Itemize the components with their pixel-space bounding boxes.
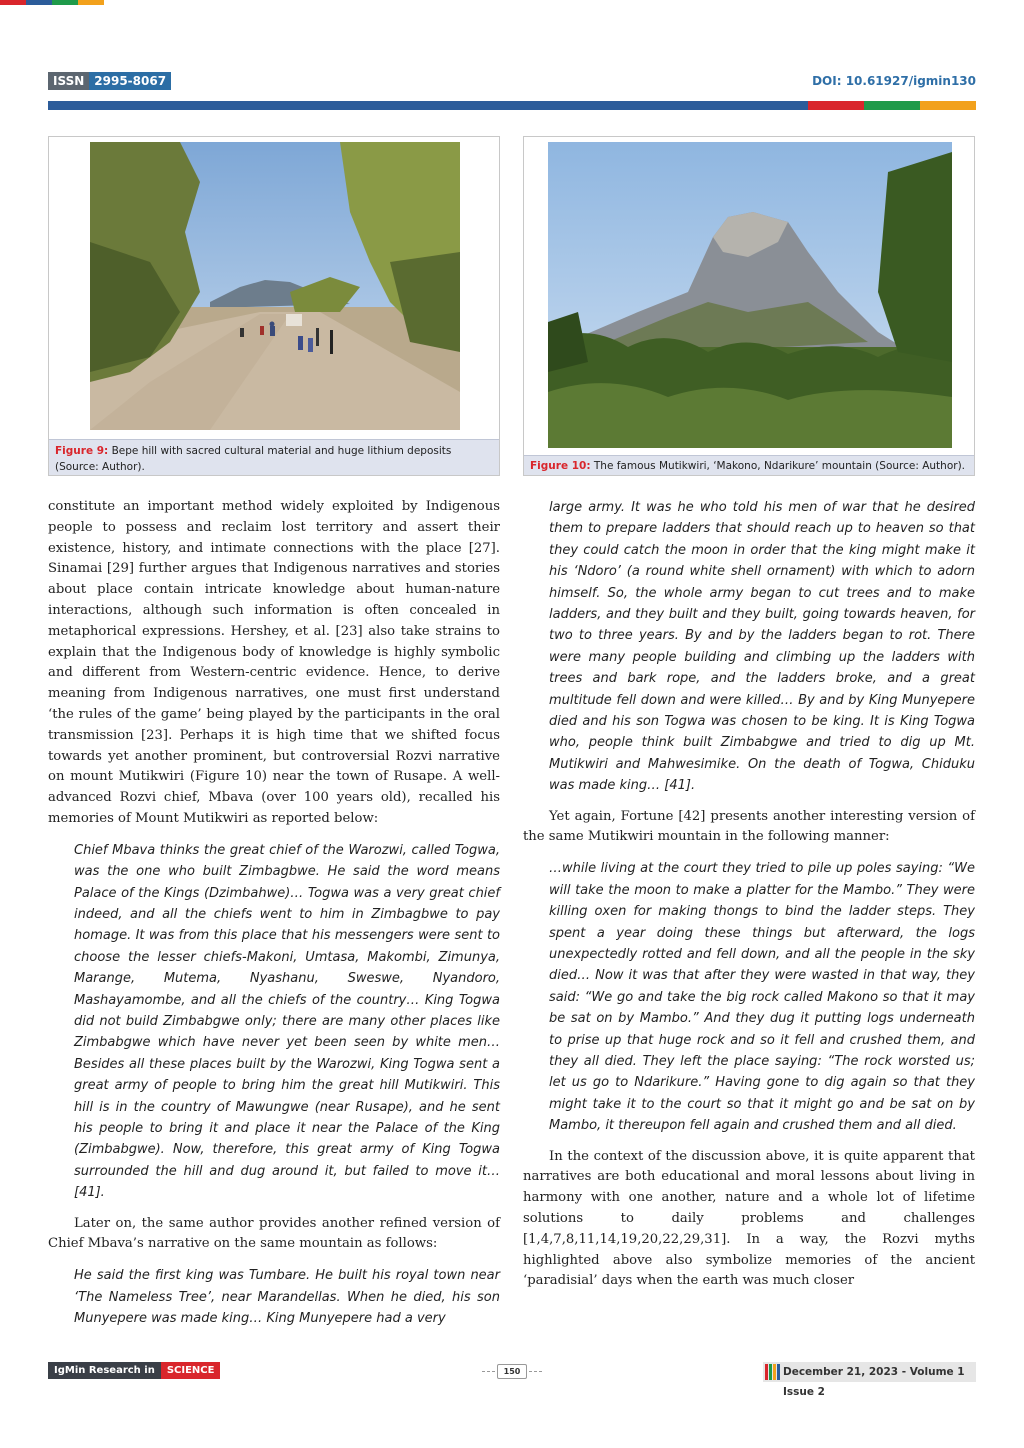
page-number-badge	[480, 1360, 544, 1382]
bar-blue	[777, 1364, 780, 1380]
left-column	[48, 497, 500, 1339]
figure-10-caption-text: The famous Mutikwiri, ‘Makono, Ndarikure’ mountain (Source: Author).	[590, 460, 966, 472]
doi-link[interactable]: DOI: 10.61927/igmin130	[812, 74, 976, 88]
block-quote: …while living at the court they tried to pile up poles saying: “We will take the moon to make a platter for the Mambo.” They were killing oxen for making thongs to bind the ladder steps. They spent a year doing these things but afterward, the logs unexpectedly rotted and fell down, and all the people in the sky died… Now it was that after they were wasted in that way, they said: “We go and take the big rock called Makono so that it may be sat on by Mambo.” And they dug it putting logs underneath to prise up that huge rock and so it fell and crushed them, and they all died. They left the place saying: “The rock worsted us; let us go to Ndarikure.” Having gone to dig again so that they might take it to the court so that it might go and be sat on by Mambo, it thereupon fell again and crushed them and all died.	[549, 861, 975, 1134]
right-column	[523, 497, 975, 1292]
top-color-strip	[0, 0, 104, 5]
figure-9-label: Figure 9:	[55, 445, 109, 457]
strip-green	[52, 0, 78, 5]
bar-orange	[773, 1364, 776, 1380]
divider	[482, 1371, 495, 1372]
page-footer	[48, 1362, 976, 1398]
brand-name: IgMin Research in	[48, 1362, 161, 1379]
figure-10	[523, 136, 975, 476]
paragraph: Yet again, Fortune [42] presents another interesting version of the same Mutikwiri mountain in the following manner:	[523, 808, 975, 845]
paragraph: constitute an important method widely exploited by Indigenous people to possess and reclaim lost territory and assert their existence, history, and intimate connections with the place [27]. Sinamai [29] further argues that Indigenous narratives and stories about place contain intricate knowledge about human-nature interactions, although such information is often concealed in metaphorical expressions. Hershey, et al. [23] also take strains to explain that the Indigenous body of knowledge is highly symbolic and different from Western-centric evidence. Hence, to derive meaning from Indigenous narratives, one must first understand ‘the rules of the game’ being played by the participants in the oral transmission [23]. Perhaps it is high time that we shifted focus towards yet another prominent, but controversial Rozvi narrative on mount Mutikwiri (Figure 10) near the town of Rusape. A well-advanced Rozvi chief, Mbava (over 100 years old), recalled his memories of Mount Mutikwiri as reported below:	[48, 499, 500, 826]
issue-date	[763, 1362, 976, 1398]
road-with-hill-and-trees-photo	[90, 142, 460, 430]
page-number: 150	[497, 1364, 528, 1379]
block-quote: Chief Mbava thinks the great chief of the Warozwi, called Togwa, was the one who built Zimbagbwe. He said the word means Palace of the Kings (Dzimbahwe)… Togwa was a very great chief indeed, and all the chiefs went to him in Zimbagbwe to pay homage. It was from this place that his messengers were sent to choose the lesser chiefs-Makoni, Umtasa, Makombi, Zimunya, Marange, Mutema, Nyashanu, Sweswe, Nyandoro, Mashayamombe, and all the chiefs of the country… King Togwa did not build Zimbabgwe only; there are many other places like Zimbabgwe which have never yet been seen by white men… Besides all these places built by the Warozwi, King Togwa sent a great army of people to bring him the great hill Mutikwiri. This hill is in the country of Mawungwe (near Rusape), and he sent his people to bring it and place it near the Palace of the King (Zimbabgwe). Now, therefore, this great army of King Togwa surrounded the hill and dug around it, but failed to move it… [41].	[74, 842, 500, 1201]
rule-red-segment	[808, 101, 864, 110]
rocky-mountain-with-bush-photo	[548, 142, 952, 448]
strip-red	[0, 0, 26, 5]
issn-label: ISSN	[48, 72, 89, 90]
rule-orange-segment	[920, 101, 976, 110]
paragraph: Later on, the same author provides another refined version of Chief Mbava’s narrative on the same mountain as follows:	[48, 1215, 500, 1252]
page-header	[48, 72, 976, 90]
block-quote: He said the first king was Tumbare. He built his royal town near ‘The Nameless Tree’, near Marandellas. When he died, his son Munyepere was made king… King Munyepere had a very	[74, 1268, 500, 1327]
figure-10-caption	[524, 455, 974, 475]
rule-green-segment	[864, 101, 920, 110]
rule-blue-segment	[48, 101, 808, 110]
figure-9-caption-text: Bepe hill with sacred cultural material and huge lithium deposits (Source: Author).	[55, 445, 452, 473]
brand-section: SCIENCE	[161, 1362, 221, 1379]
figure-9-image	[90, 142, 460, 430]
figure-9-caption	[49, 439, 499, 475]
color-bars-icon	[765, 1364, 781, 1380]
journal-brand[interactable]	[48, 1362, 220, 1379]
issue-date-text: December 21, 2023 - Volume 1 Issue 2	[783, 1366, 965, 1398]
paragraph: In the context of the discussion above, it is quite apparent that narratives are both educational and moral lessons about living in harmony with one another, nature and a whole lot of lifetime solutions to daily problems and challenges [1,4,7,8,11,14,19,20,22,29,31]. In a way, the Rozvi myths highlighted above also symbolize memories of the ancient ‘paradisial’ days when the earth was much closer	[523, 1148, 975, 1289]
figure-10-label: Figure 10:	[530, 460, 591, 472]
issn-value: 2995-8067	[89, 72, 171, 90]
figure-10-image	[548, 142, 952, 448]
figure-9	[48, 136, 500, 476]
header-rule	[48, 101, 976, 110]
block-quote: large army. It was he who told his men of war that he desired them to prepare ladders that should reach up to heaven so that they could catch the moon in order that the king might make it his ‘Ndoro’ (a round white shell ornament) with which to adorn himself. So, the whole army began to cut trees and to make ladders, and they built and they built, going towards heaven, for two to three years. By and by the ladders began to rot. There were many people building and climbing up the ladders with trees and bark rope, and the ladders broke, and a great multitude fell down and were killed… By and by King Munyepere died and his son Togwa was chosen to be king. It is King Togwa who, people think built Zimbabgwe and tried to dig up Mt. Mutikwiri and Mahwesimike. On the death of Togwa, Chiduku was made king… [41].	[549, 500, 975, 794]
bar-green	[769, 1364, 772, 1380]
divider	[529, 1371, 542, 1372]
strip-blue	[26, 0, 52, 5]
issn-badge	[48, 72, 171, 90]
bar-red	[765, 1364, 768, 1380]
strip-orange	[78, 0, 104, 5]
